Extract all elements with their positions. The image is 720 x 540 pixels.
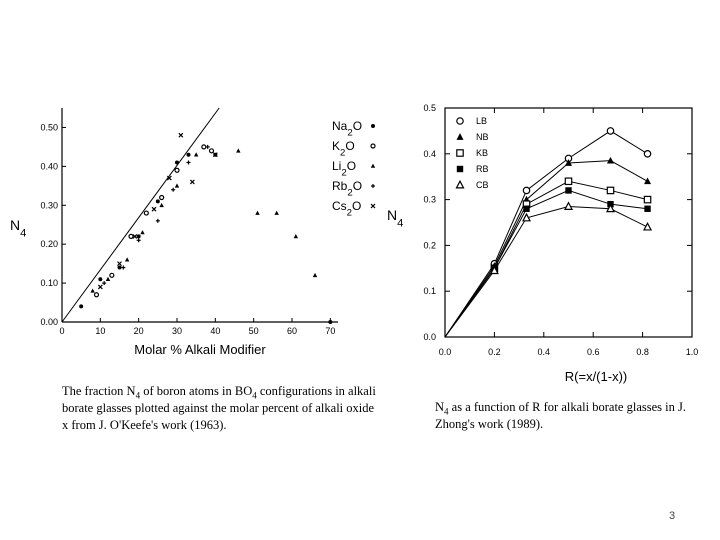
left-y-tick-label: 0.40	[40, 161, 58, 172]
right-data-point	[644, 177, 651, 184]
left-x-tick-label: 70	[325, 326, 336, 336]
left-data-point	[125, 257, 129, 261]
right-series-line	[445, 131, 648, 337]
right-x-tick-label: 0.2	[488, 347, 501, 357]
left-y-tick-label: 0.20	[40, 239, 58, 250]
left-series-li2o	[90, 148, 317, 292]
right-x-tick-label: 0.0	[438, 347, 452, 357]
left-legend-label: $Li_2O$	[332, 159, 357, 179]
left-data-point	[140, 230, 144, 234]
left-data-point	[152, 207, 156, 211]
left-data-point	[137, 234, 141, 238]
left-legend-label: $Rb_2O$	[332, 179, 363, 199]
left-data-point	[110, 273, 114, 277]
left-y-tick-label: 0.30	[40, 200, 58, 211]
right-series-lb	[445, 128, 651, 337]
left-data-point	[187, 160, 191, 164]
right-x-tick-label: 0.8	[636, 347, 649, 357]
left-legend-marker	[371, 124, 375, 128]
right-series-line	[445, 206, 648, 337]
right-y-tick-label: 0.3	[423, 194, 436, 205]
right-data-point	[523, 187, 529, 193]
left-series-na2o	[79, 153, 332, 324]
left-data-point	[98, 277, 102, 281]
right-legend-label: LB	[476, 116, 488, 126]
right-series-rb	[445, 187, 651, 337]
right-y-tick-label: 0.5	[423, 103, 436, 113]
left-legend-marker	[371, 204, 375, 208]
right-legend-marker	[457, 118, 463, 124]
right-legend-label: KB	[476, 148, 489, 158]
left-data-point	[156, 219, 160, 223]
left-x-tick-label: 50	[248, 326, 259, 336]
right-x-tick-label: 1.0	[685, 347, 699, 357]
left-x-tick-label: 20	[133, 326, 144, 336]
left-legend-label: $Na_2O$	[332, 119, 363, 139]
left-x-tick-label: 30	[171, 326, 183, 336]
left-legend-marker	[371, 184, 375, 188]
left-data-point	[274, 211, 278, 215]
left-data-point	[313, 273, 317, 277]
left-data-point	[137, 238, 141, 242]
right-y-axis-label: $N_4$	[387, 207, 404, 230]
left-x-tick-label: 40	[210, 326, 221, 336]
left-data-point	[175, 168, 179, 172]
right-legend-marker	[457, 150, 463, 156]
left-data-point	[255, 211, 259, 215]
left-legend-label: $Cs_2O$	[332, 199, 362, 219]
left-x-axis-label: Molar % Alkali Modifier	[134, 342, 266, 357]
left-x-tick-label: 0	[59, 326, 65, 336]
left-data-point	[187, 153, 191, 157]
right-data-point	[644, 223, 651, 230]
right-plot-frame	[445, 108, 692, 337]
left-y-tick-label: 0.10	[40, 278, 58, 289]
right-x-tick-label: 0.6	[586, 347, 600, 357]
right-y-tick-label: 0.1	[423, 286, 436, 297]
left-y-tick-label: 0.50	[40, 122, 58, 133]
left-data-point	[144, 211, 148, 215]
left-x-tick-label: 10	[95, 326, 106, 336]
left-legend-marker	[371, 164, 375, 168]
left-data-point	[206, 145, 210, 149]
left-data-point	[156, 199, 160, 203]
right-data-point	[644, 206, 650, 212]
left-data-point	[106, 277, 110, 281]
right-data-point	[607, 187, 613, 193]
left-data-point	[118, 262, 122, 266]
left-chart	[10, 108, 375, 357]
left-data-point	[102, 281, 106, 285]
left-data-point	[236, 148, 240, 152]
left-y-axis-label: $N_4$	[10, 217, 27, 240]
right-legend-marker	[456, 133, 463, 140]
right-data-point	[607, 128, 613, 134]
right-data-point	[644, 196, 650, 202]
right-legend-label: RB	[476, 164, 489, 174]
left-x-tick-label: 60	[286, 326, 298, 336]
right-x-axis-label: R(=x/(1-x))	[564, 369, 628, 384]
left-fit-line	[62, 108, 219, 322]
right-legend-label: NB	[476, 132, 489, 142]
right-legend-marker	[456, 181, 463, 188]
left-data-point	[194, 152, 198, 156]
left-data-point	[129, 234, 133, 238]
page-number: 3	[669, 510, 676, 522]
left-legend-marker	[371, 144, 375, 148]
right-data-point	[565, 187, 571, 193]
left-data-point	[160, 195, 164, 199]
left-series-k2o	[95, 145, 214, 297]
right-series-cb	[445, 203, 651, 337]
right-data-point	[644, 151, 650, 157]
left-data-point	[210, 149, 214, 153]
left-data-point	[159, 203, 163, 207]
left-data-point	[202, 145, 206, 149]
right-legend-label: CB	[476, 180, 489, 190]
left-data-point	[95, 293, 99, 297]
right-chart	[387, 103, 698, 384]
right-legend-marker	[457, 166, 463, 172]
right-y-tick-label: 0.2	[423, 240, 436, 251]
left-data-point	[79, 304, 83, 308]
right-data-point	[565, 178, 571, 184]
left-data-point	[179, 133, 183, 137]
left-data-point	[98, 285, 102, 289]
right-series-kb	[445, 178, 651, 337]
right-data-point	[565, 203, 572, 210]
left-legend-label: $K_2O$	[332, 139, 355, 159]
left-figure-caption: The fraction $N_4$ of boron atoms in $BO_4$ configurations in alkali borate glasses plotted against the molar percent of alkali oxide x from J. O'Keefe's work (1963).	[62, 384, 376, 432]
right-x-tick-label: 0.4	[537, 347, 551, 357]
left-data-point	[121, 266, 125, 270]
right-y-tick-label: 0.0	[423, 332, 436, 342]
left-data-point	[118, 266, 122, 270]
left-series-cs2o	[98, 133, 217, 289]
left-data-point	[171, 188, 175, 192]
left-data-point	[294, 234, 298, 238]
right-figure-caption: $N_4$ as a function of R for alkali borate glasses in J. Zhong's work (1989).	[435, 400, 686, 431]
left-y-tick-label: 0.00	[40, 317, 58, 327]
left-data-point	[175, 183, 179, 187]
right-y-tick-label: 0.4	[423, 148, 436, 159]
left-data-point	[328, 320, 332, 324]
right-data-point	[523, 206, 529, 212]
right-data-point	[607, 157, 614, 164]
left-data-point	[190, 180, 194, 184]
left-data-point	[175, 160, 179, 164]
left-data-point	[90, 288, 94, 292]
